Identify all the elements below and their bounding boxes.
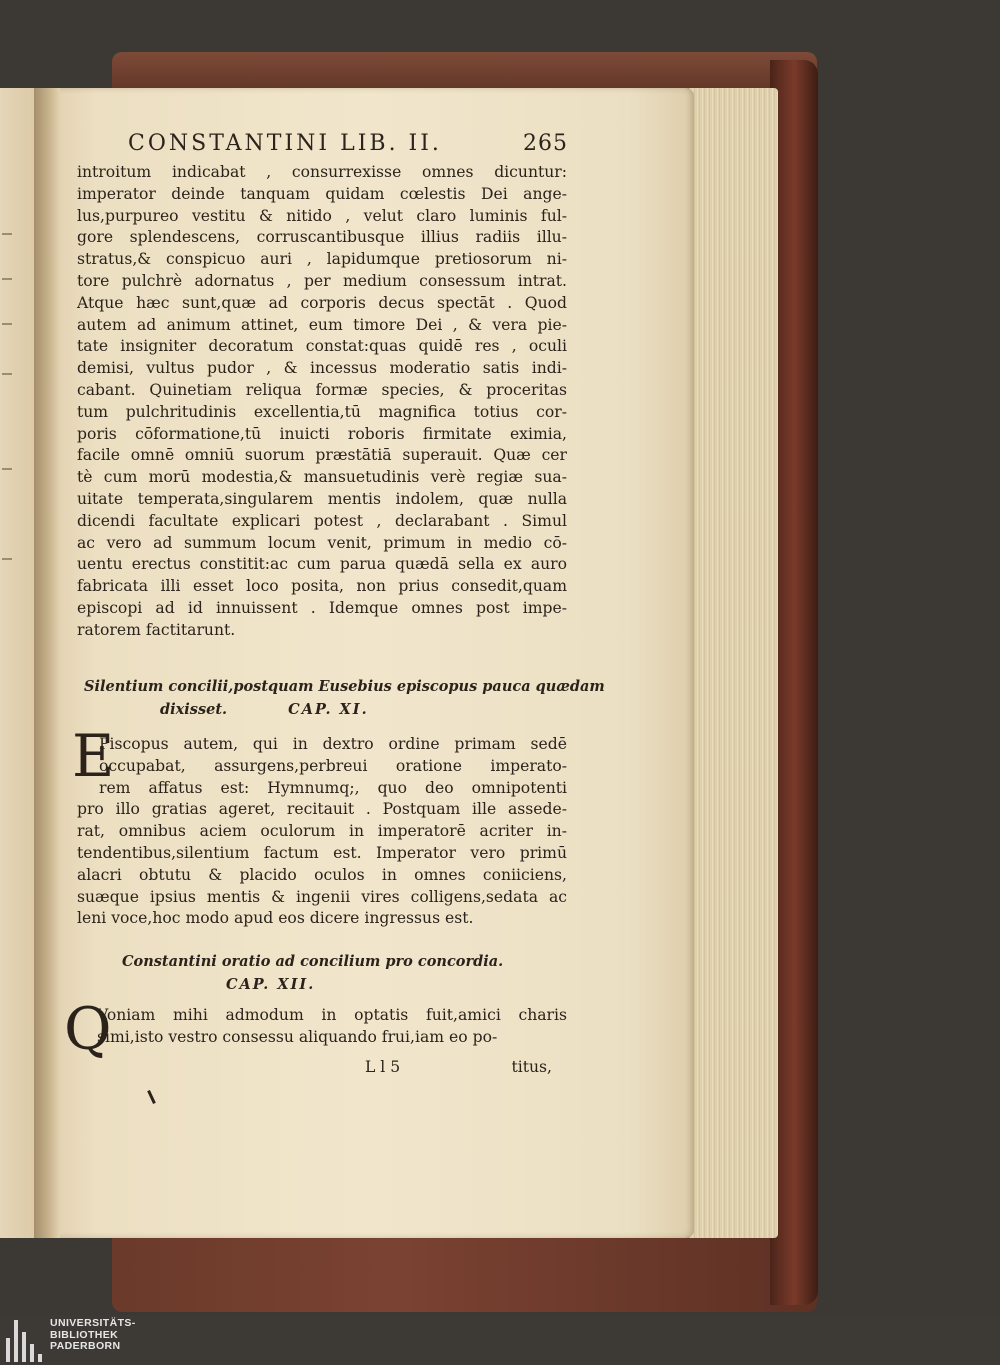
text-line: facile omnē omniū suorum præstātiā superauit. Quæ cer <box>77 446 567 465</box>
drop-cap-e: E <box>72 722 115 790</box>
gutter <box>34 88 60 1238</box>
text-line: occupabat, assurgens,perbreui oratione imperato- <box>99 756 567 775</box>
text-line: gore splendescens, corruscantibusque illius radiis illu- <box>77 228 567 247</box>
text-line: dicendi facultate explicari potest , declarabant . Simul <box>77 511 567 530</box>
text-line: simi,isto vestro consessu aliquando frui,iam eo po- <box>97 1027 498 1046</box>
text-line: episcopi ad id innuissent . Idemque omnes post impe- <box>77 598 567 617</box>
text-line: stratus,& conspicuo auri , lapidumque pretiosorum ni- <box>77 250 567 269</box>
text-line: Atque hæc sunt,quæ ad corporis decus spectāt . Quod <box>77 293 567 312</box>
text-line: rem affatus est: Hymnumq;, quo deo omnipotenti <box>99 778 567 797</box>
paragraph-1 <box>77 162 567 642</box>
text-line: imperator deinde tanquam quidam cœlestis Dei ange- <box>77 184 567 203</box>
library-wordmark-line-3: PADERBORN <box>50 1340 121 1352</box>
library-wordmark <box>50 1318 136 1353</box>
catchword: titus, <box>511 1058 552 1076</box>
text-line: tendentibus,silentium factum est. Imperator vero primū <box>77 843 567 862</box>
library-logo-icon <box>6 1320 42 1362</box>
text-line: tate insigniter decoratum constat:quas quidē res , oculi <box>77 337 567 356</box>
text-line: uentu erectus constitit:ac cum parua quædā sella ex auro <box>77 555 567 574</box>
text-line: ac vero ad summum locum venit, primum in medio cō- <box>77 533 567 552</box>
heading-text: dixisset. <box>160 701 228 718</box>
signature-mark: L l 5 <box>365 1058 401 1076</box>
text-line: tore pulchrè adornatus , per medium consessum intrat. <box>77 271 567 290</box>
text-line: demisi, vultus pudor , & incessus moderatio satis indi- <box>77 359 567 378</box>
chapter-heading-xi-line-1: Silentium concilii,postquam Eusebius episcopus pauca quædam <box>84 678 605 695</box>
text-line: Voniam mihi admodum in optatis fuit,amici charis <box>97 1006 567 1024</box>
text-line: alacri obtutu & placido oculos in omnes coniiciens, <box>77 865 567 884</box>
chapter-number-xi: CAP. XI. <box>288 701 369 718</box>
text-line: tum pulchritudinis excellentia,tū magnifica totius cor- <box>77 402 567 421</box>
page-footer <box>77 1058 552 1082</box>
running-title: CONSTANTINI LIB. II. <box>128 130 442 156</box>
text-line: tè cum morū modestia,& mansuetudinis verè regiæ sua- <box>77 468 567 487</box>
page-stack-edge <box>686 88 778 1238</box>
text-line: fabricata illi esset loco posita, non prius consedit,quam <box>77 577 567 596</box>
text-line: uitate temperata,singularem mentis indolem, quæ nulla <box>77 489 567 508</box>
text-line: ratorem factitarunt. <box>77 620 236 639</box>
text-line: introitum indicabat , consurrexisse omnes dicuntur: <box>77 163 567 181</box>
page-number: 265 <box>523 130 568 156</box>
chapter-heading-xii-line-1: Constantini oratio ad concilium pro concordia. <box>122 953 504 970</box>
text-line: suæque ipsius mentis & ingenii vires colligens,sedata ac <box>77 887 567 906</box>
text-line: lus,purpureo vestitu & nitido , velut claro luminis ful- <box>77 206 567 225</box>
text-line: rat, omnibus aciem oculorum in imperatorē acriter in- <box>77 822 567 841</box>
text-line: autem ad animum attinet, eum timore Dei , & vera pie- <box>77 315 567 334</box>
library-wordmark-line-2: BIBLIOTHEK <box>50 1328 119 1341</box>
running-head <box>128 126 568 160</box>
chapter-heading-xi-line-2 <box>160 701 369 718</box>
paragraph-2 <box>77 734 567 930</box>
text-line: Piscopus autem, qui in dextro ordine primam sedē <box>99 735 567 753</box>
library-wordmark-line-1: UNIVERSITÄTS- <box>50 1317 136 1329</box>
chapter-heading-xii-line-2 <box>226 976 315 993</box>
text-line: poris cōformatione,tū inuicti roboris firmitate eximia, <box>77 424 567 443</box>
watermark-bar <box>0 1315 1000 1365</box>
text-line: leni voce,hoc modo apud eos dicere ingressus est. <box>77 909 474 928</box>
paragraph-3 <box>77 1005 567 1049</box>
drop-cap-q: Q <box>64 995 112 1063</box>
text-line: cabant. Quinetiam reliqua formæ species, & proceritas <box>77 380 567 399</box>
chapter-number-xii: CAP. XII. <box>226 976 316 993</box>
text-line: pro illo gratias ageret, recitauit . Postquam ille assede- <box>77 800 567 819</box>
